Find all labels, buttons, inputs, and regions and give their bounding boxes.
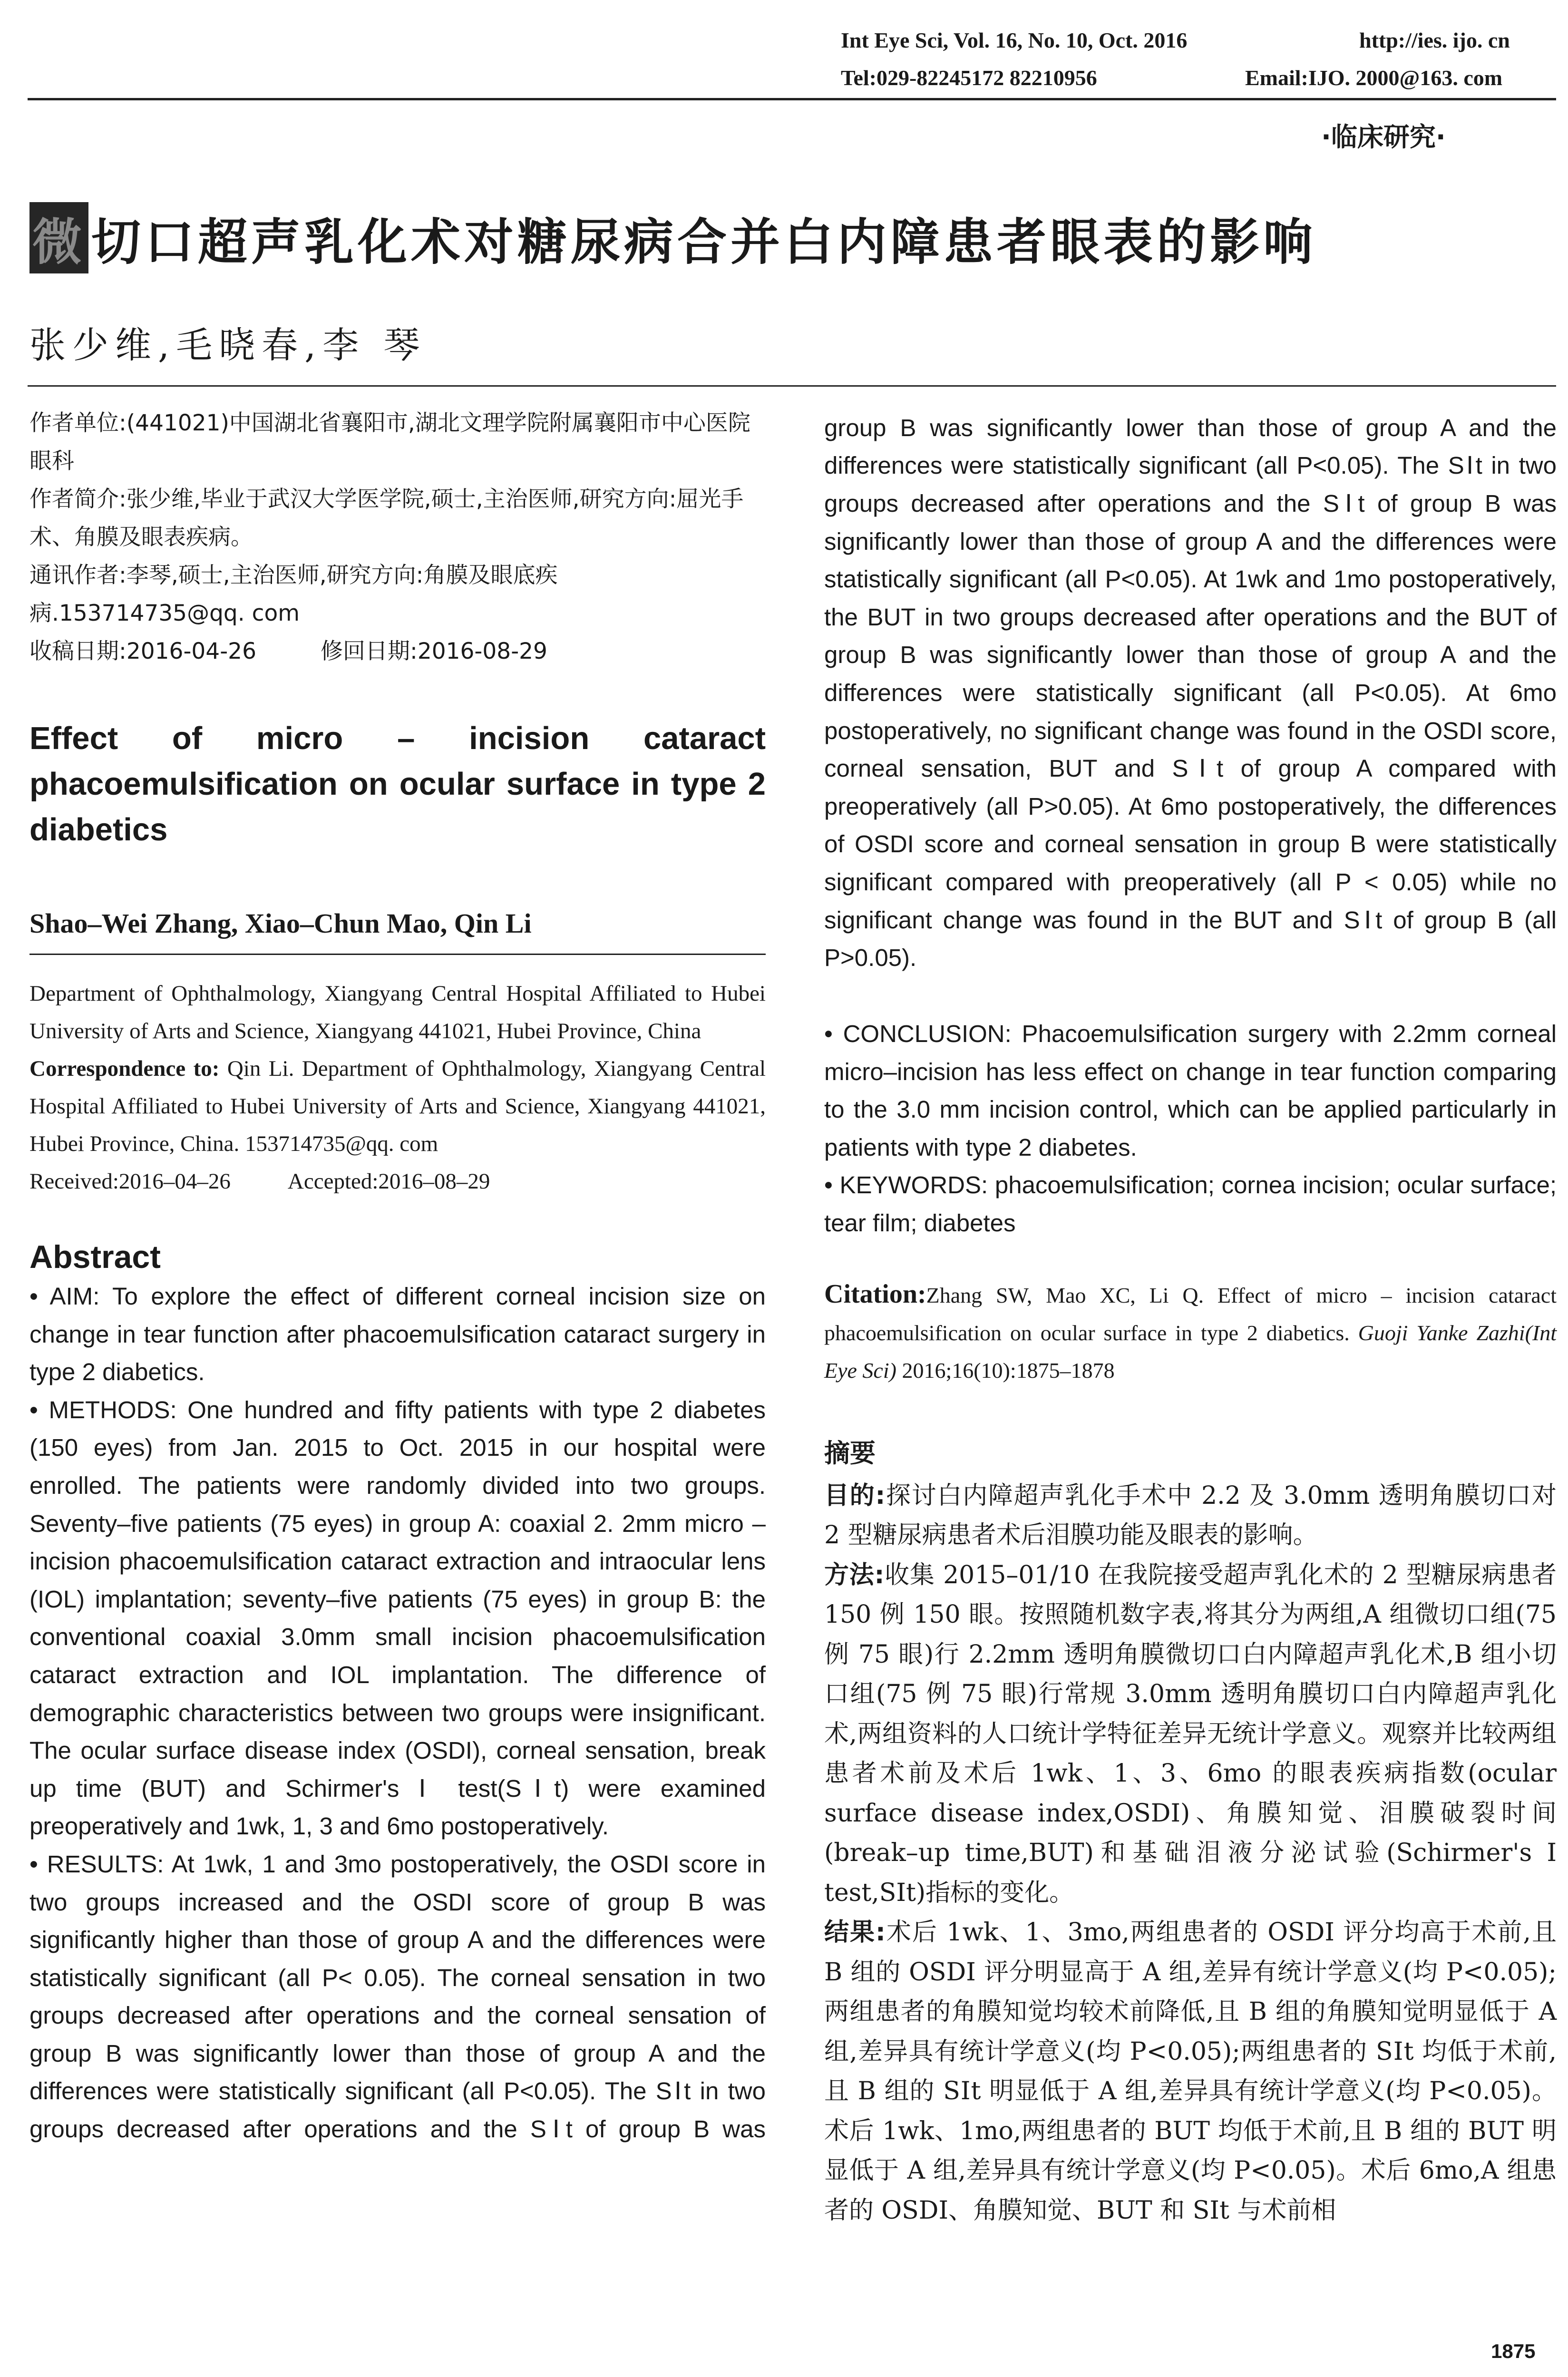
citation-label: Citation:: [824, 1279, 926, 1309]
department-en: Department of Ophthalmology, Xiangyang Central Hospital Affiliated to Hubei University of Arts and Science, Xiangyang 441021, Hubei Province, China: [29, 981, 766, 1043]
accepted-date-en: Accepted:2016–08–29: [287, 1169, 490, 1194]
citation-journal: Guoji Yanke Zazhi(Int Eye Sci): [824, 1320, 1557, 1383]
header-rule: [28, 98, 1556, 100]
authors-en: Shao–Wei Zhang, Xiao–Chun Mao, Qin Li: [29, 908, 532, 939]
cn-aim: [824, 1476, 1557, 1556]
author-info-cn: [29, 404, 766, 671]
revised-date-cn: 修回日期:2016-08-29: [320, 638, 547, 664]
correspondence-en: [29, 1050, 766, 1163]
abstract-results-part1: • RESULTS: At 1wk, 1 and 3mo postoperatively, the OSDI score in two groups increased and the OSDI score of group B was significantly higher than those of group A and the differences were statistically significant (all P< 0.05). The corneal sensation in two groups decreased after operations and the corneal sensation of group B was significantly lower than those of group A and the differences were statistically significant (all P<0.05). The SⅠt in two groups decreased after operations and the SⅠt of group B was: [29, 1850, 766, 2143]
journal-url[interactable]: http://ies. ijo. cn: [1359, 28, 1510, 52]
left-column: [29, 404, 766, 2148]
cn-results: [824, 1913, 1557, 2231]
abstract-keywords: • KEYWORDS: phacoemulsification; cornea incision; ocular surface; tear film; diabetes: [824, 1171, 1557, 1237]
cn-abstract-body: [824, 1476, 1557, 2231]
cn-aim-text: 探讨白内障超声乳化手术中 2.2 及 3.0mm 透明角膜切口对 2 型糖尿病患者术后泪膜功能及眼表的影响。: [824, 1481, 1557, 1550]
abstract-results-flow: [824, 409, 1557, 977]
author-bio: 作者简介:张少维,毕业于武汉大学医学院,硕士,主治医师,研究方向:屈光手术、角膜及眼表疾病。: [29, 486, 744, 550]
journal-email[interactable]: Email:IJO. 2000@163. com: [1245, 66, 1503, 90]
abstract-conclusion: • CONCLUSION: Phacoemulsification surgery with 2.2mm corneal micro–incision has less effect on change in tear function comparing to the 3.0 mm incision control, which can be applied particularly in patients with type 2 diabetes.: [824, 1020, 1557, 1161]
abstract-left-part: [29, 1277, 766, 2148]
abstract-right-part: [824, 1015, 1557, 1242]
cn-methods-label: 方法:: [824, 1560, 885, 1589]
title-rest: 切口超声乳化术对糖尿病合并白内障患者眼表的影响: [91, 213, 1317, 271]
authors-en-rule: [29, 954, 766, 955]
cn-abstract-heading: 摘要: [824, 1438, 876, 1468]
citation-text-a: Zhang SW, Mao XC, Li Q. Effect of micro – incision cataract phacoemulsification on ocular surface in type 2 diabetics.: [824, 1283, 1557, 1345]
citation: [824, 1276, 1557, 1389]
abstract-methods: • METHODS: One hundred and fifty patients with type 2 diabetes (150 eyes) from Jan. 2015 to Oct. 2015 in our hospital were enrolled. The patients were randomly divided into two groups. Seventy–five patients (75 eyes) in group A: coaxial 2. 2mm micro – incision phacoemulsification cataract extraction and intraocular lens (IOL) implantation; seventy–five patients (75 eyes) in group B: the conventional coaxial 3.0mm small incision phacoemulsification cataract extraction and IOL implantation. The difference of demographic characteristics between two groups were insignificant. The ocular surface disease index (OSDI), corneal sensation, break up time (BUT) and Schirmer's Ⅰ test(SⅠt) were examined preoperatively and 1wk, 1, 3 and 6mo postoperatively.: [29, 1396, 766, 1840]
cn-aim-label: 目的:: [824, 1481, 886, 1510]
correspondence-label: Correspondence to:: [29, 1056, 220, 1081]
section-label: ·临床研究·: [1321, 122, 1446, 152]
article-title-en: Effect of micro – incision cataract phacoemulsification on ocular surface in type 2 diabetics: [29, 721, 766, 848]
affiliation-en: [29, 975, 766, 1200]
corresponding-author-cn: 通讯作者:李琴,硕士,主治医师,研究方向:角膜及眼底疾病.153714735@qq. com: [29, 562, 558, 626]
title-first-char: 微: [29, 202, 88, 273]
right-column: [824, 409, 1557, 2231]
journal-citation-header: Int Eye Sci, Vol. 16, No. 10, Oct. 2016: [841, 28, 1188, 52]
dates-cn: [29, 633, 766, 671]
cn-methods-text: 收集 2015–01/10 在我院接受超声乳化术的 2 型糖尿病患者 150 例 150 眼。按照随机数字表,将其分为两组,A 组微切口组(75 例 75 眼)行 2.2mm 透明角膜微切口白内障超声乳化术,B 组小切口组(75 例 75 眼)行常规 3.0mm 透明角膜切口白内障超声乳化术,两组资料的人口统计学特征差异无统计学意义。观察并比较两组患者术前及术后 1wk、1、3、6mo 的眼表疾病指数(ocular surface disease index,OSDI)、角膜知觉、泪膜破裂时间(break–up time,BUT)和基础泪液分泌试验(Schirmer's Ⅰ test,SⅠt)指标的变化。: [824, 1560, 1557, 1907]
dates-en: [29, 1163, 766, 1200]
authors-rule: [28, 385, 1556, 387]
authors-cn: 张少维,毛晓春,李 琴: [29, 324, 427, 366]
cn-methods: [824, 1556, 1557, 1913]
article-title-cn: [29, 202, 1316, 273]
abstract-heading: Abstract: [29, 1239, 161, 1275]
cn-results-text: 术后 1wk、1、3mo,两组患者的 OSDI 评分均高于术前,且 B 组的 OSDI 评分明显高于 A 组,差异有统计学意义(均 P<0.05);两组患者的角膜知觉均较术前降低,且 B 组的角膜知觉明显低于 A 组,差异具有统计学意义(均 P<0.05);两组患者的 SⅠt 均低于术前,且 B 组的 SⅠt 明显低于 A 组,差异具有统计学意义(均 P<0.05)。术后 1wk、1mo,两组患者的 BUT 均低于术前,且 B 组的 BUT 明显低于 A 组,差异具有统计学意义(均 P<0.05)。术后 6mo,A 组患者的 OSDI、角膜知觉、BUT 和 SⅠt 与术前相: [824, 1918, 1557, 2225]
author-unit: 作者单位:(441021)中国湖北省襄阳市,湖北文理学院附属襄阳市中心医院眼科: [29, 410, 750, 474]
received-date-en: Received:2016–04–26: [29, 1169, 231, 1194]
journal-tel: Tel:029-82245172 82210956: [841, 66, 1097, 90]
page-number: 1875: [1491, 2340, 1536, 2362]
citation-text-b: 2016;16(10):1875–1878: [896, 1358, 1115, 1383]
correspondence-text: Qin Li. Department of Ophthalmology, Xiangyang Central Hospital Affiliated to Hubei University of Arts and Science, Xiangyang 441021, Hubei Province, China. 153714735@qq. com: [29, 1056, 766, 1156]
abstract-results-continued-wrap: [824, 409, 1557, 1015]
cn-results-label: 结果:: [824, 1918, 886, 1947]
abstract-aim: • AIM: To explore the effect of different corneal incision size on change in tear function after phacoemulsification cataract surgery in type 2 diabetics.: [29, 1283, 766, 1386]
abstract-results-continued: group B was significantly lower than those of group A and the differences were statistically significant (all P<0.05). The SⅠt in two groups decreased after operations and the SⅠt of group B was significantly lower than those of group A and the differences were statistically significant (all P<0.05). At 1wk and 1mo postoperatively, the BUT in two groups decreased after operations and the BUT of group B was significantly lower than those of group A and the differences were statistically significant (all P<0.05). At 6mo postoperatively, no significant change was found in the OSDI score, corneal sensation, BUT and SⅠt of group A compared with preoperatively (all P>0.05). At 6mo postoperatively, the differences of OSDI score and corneal sensation in group B were statistically significant compared with preoperatively (all P < 0.05) while no significant change was found in the BUT and SⅠt of group B (all P>0.05).: [824, 414, 1557, 972]
received-date-cn: 收稿日期:2016-04-26: [29, 638, 256, 664]
